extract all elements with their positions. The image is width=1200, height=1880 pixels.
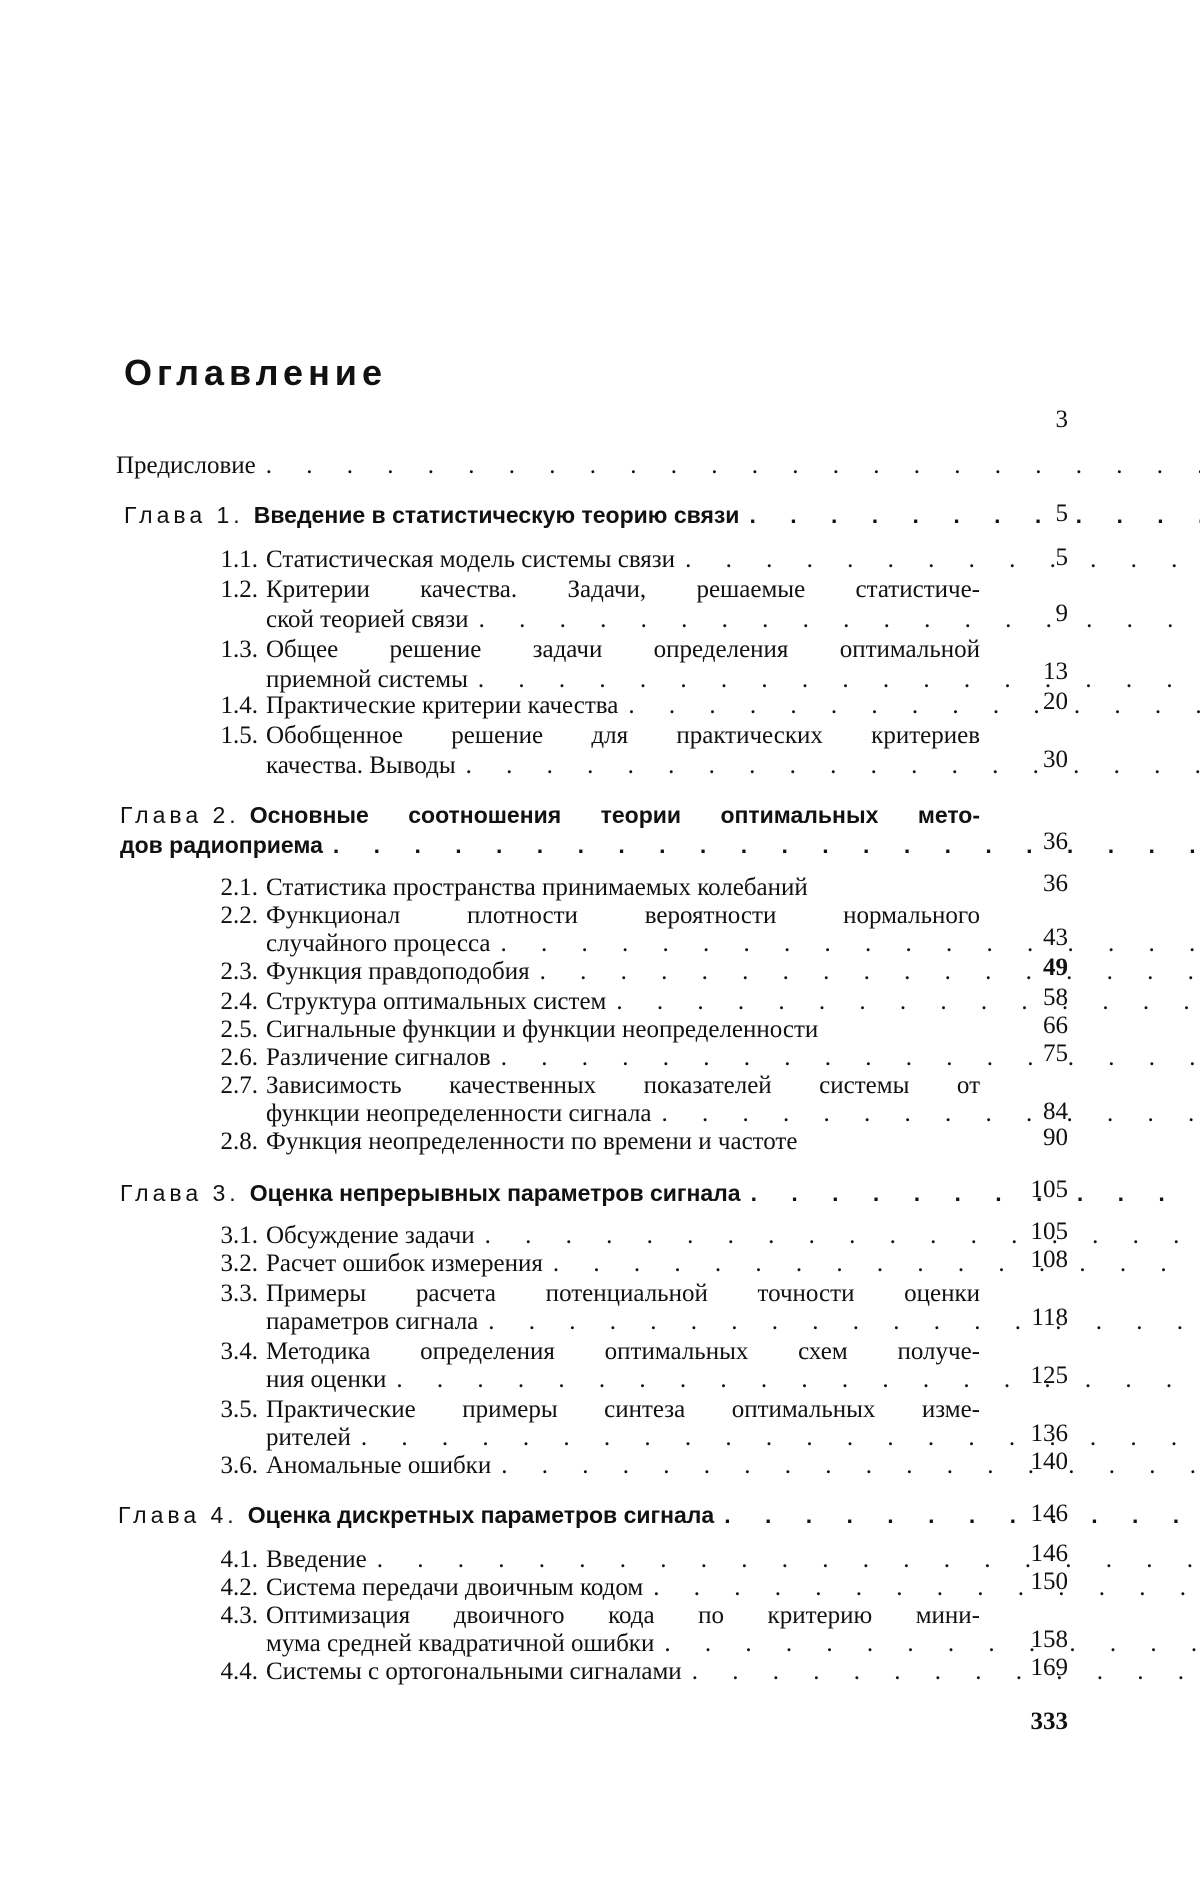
section-row-continuation [258, 666, 980, 694]
chapter-title: Оценка непрерывных параметров сигнала [249, 1180, 741, 1206]
section-row [200, 546, 980, 574]
section-number: 1.5. [220, 722, 258, 749]
leader-dots [478, 1308, 1200, 1336]
chapter-heading-continuation [120, 832, 980, 859]
section-title: Статистика пространства принимаемых колебаний [266, 874, 808, 901]
section-page: 5 [1055, 544, 1068, 571]
section-row [200, 1222, 980, 1250]
chapter-label: Глава 3. [120, 1180, 240, 1206]
leader-dots [468, 666, 1200, 694]
section-title: Практические примеры синтеза оптимальных изме- [266, 1396, 980, 1423]
section-row [200, 1072, 980, 1100]
section-title: Расчет ошибок измерения [266, 1250, 543, 1277]
section-row-continuation [258, 1308, 980, 1336]
section-page: 58 [1043, 984, 1068, 1011]
section-title-continued: ской теорией связи [266, 606, 469, 633]
chapter-page: 5 [1055, 500, 1068, 527]
section-title: Оптимизация двоичного кода по критерию мини- [266, 1602, 980, 1629]
section-row [200, 636, 980, 664]
leader-dots [714, 1502, 1200, 1529]
leader-dots [530, 958, 1200, 986]
section-number: 2.5. [220, 1016, 258, 1043]
section-title-continued: рителей [266, 1424, 351, 1451]
section-number: 4.2. [220, 1574, 258, 1601]
leader-dots [652, 1100, 1200, 1128]
section-page: 49 [1043, 954, 1068, 981]
section-page: 105 [1030, 1218, 1068, 1245]
section-number: 3.2. [220, 1250, 258, 1277]
footer-page-number: 333 [1030, 1708, 1068, 1735]
section-title-continued: случайного процесса [266, 930, 491, 957]
section-page: 118 [1031, 1304, 1068, 1331]
section-number: 2.3. [220, 958, 258, 985]
leader-dots [741, 1180, 1200, 1207]
section-page: 136 [1030, 1420, 1068, 1447]
section-number: 2.8. [220, 1128, 258, 1155]
section-row [200, 1452, 980, 1480]
chapter-label: Глава 4. [118, 1502, 238, 1528]
chapter-heading [118, 1502, 978, 1529]
section-row-continuation [258, 1424, 980, 1452]
section-number: 3.6. [220, 1452, 258, 1479]
leader-dots [323, 832, 1200, 859]
section-title: Система передачи двоичным кодом [266, 1574, 644, 1601]
chapter-heading [124, 502, 984, 529]
section-row [200, 1396, 980, 1424]
section-number: 4.4. [220, 1658, 258, 1685]
section-number: 3.5. [220, 1396, 258, 1423]
section-number: 2.2. [220, 902, 258, 929]
section-page: 43 [1043, 924, 1068, 951]
section-title: Общее решение задачи определения оптимальной [266, 636, 980, 663]
section-title-continued: мума средней квадратичной ошибки [266, 1630, 655, 1657]
leader-dots [491, 1452, 1200, 1480]
leader-dots [739, 502, 1200, 529]
section-row [200, 1602, 980, 1630]
section-row [200, 722, 980, 750]
section-title-continued: ния оценки [266, 1366, 387, 1393]
section-page: 13 [1043, 658, 1068, 685]
leader-dots [491, 1044, 1200, 1072]
preface-label: Предисловие [116, 452, 256, 479]
section-row-continuation [258, 606, 980, 634]
section-row [200, 958, 980, 986]
section-row-continuation [258, 752, 980, 780]
section-row [200, 988, 980, 1016]
section-row [200, 1546, 980, 1574]
leader-dots [606, 988, 1200, 1016]
section-title-continued: качества. Выводы [266, 752, 456, 779]
section-row [200, 1658, 980, 1686]
section-row-continuation [258, 930, 980, 958]
section-page: 75 [1043, 1040, 1068, 1067]
section-number: 3.3. [220, 1280, 258, 1307]
section-title: Критерии качества. Задачи, решаемые статистиче- [266, 576, 980, 603]
section-row [200, 902, 980, 930]
section-number: 4.3. [220, 1602, 258, 1629]
section-number: 4.1. [220, 1546, 258, 1573]
chapter-title-continued: дов радиоприема [120, 832, 323, 858]
leader-dots [543, 1250, 1200, 1278]
section-number: 1.4. [220, 692, 258, 719]
leader-dots [654, 1630, 1200, 1658]
section-row [200, 692, 980, 720]
section-number: 1.3. [220, 636, 258, 663]
section-number: 2.1. [220, 874, 258, 901]
section-title: Введение [266, 1546, 367, 1573]
section-page: 146 [1030, 1540, 1068, 1567]
page-title: Оглавление [124, 352, 387, 393]
section-row [200, 1016, 980, 1044]
leader-dots [618, 692, 1200, 720]
section-page: 169 [1030, 1654, 1068, 1681]
preface-row [116, 452, 976, 480]
chapter-label: Глава 2. [120, 802, 240, 828]
chapter-title: Оценка дискретных параметров сигнала [247, 1502, 715, 1528]
leader-dots [643, 1574, 1200, 1602]
leader-dots [351, 1424, 1200, 1452]
section-page: 36 [1043, 870, 1068, 897]
leader-dots [475, 1222, 1200, 1250]
section-row [200, 1338, 980, 1366]
section-number: 3.4. [220, 1338, 258, 1365]
section-title: Обсуждение задачи [266, 1222, 475, 1249]
chapter-page: 146 [1030, 1500, 1068, 1527]
chapter-label: Глава 1. [124, 502, 244, 528]
section-number: 2.7. [220, 1072, 258, 1099]
section-title: Системы с ортогональными сигналами [266, 1658, 682, 1685]
section-number: 1.2. [220, 576, 258, 603]
section-title: Практические критерии качества [266, 692, 619, 719]
section-page: 150 [1030, 1568, 1068, 1595]
section-page: 108 [1030, 1246, 1068, 1273]
chapter-title: Основные соотношения теории оптимальных мето- [249, 802, 980, 828]
section-title-continued: функции неопределенности сигнала [266, 1100, 652, 1127]
section-title: Функция неопределенности по времени и частоте [266, 1128, 798, 1155]
section-number: 2.4. [220, 988, 258, 1015]
leader-dots [386, 1366, 1200, 1394]
chapter-heading [120, 802, 980, 829]
section-title: Аномальные ошибки [266, 1452, 492, 1479]
section-title: Обобщенное решение для практических критериев [266, 722, 980, 749]
section-number: 3.1. [220, 1222, 258, 1249]
top-page-number: 3 [1055, 406, 1068, 433]
section-number: 1.1. [220, 546, 258, 573]
section-page: 140 [1030, 1448, 1068, 1475]
section-title: Зависимость качественных показателей системы от [266, 1072, 980, 1099]
section-title: Различение сигналов [266, 1044, 491, 1071]
chapter-page: 105 [1030, 1176, 1068, 1203]
section-title: Методика определения оптимальных схем получе- [266, 1338, 980, 1365]
leader-dots [490, 930, 1200, 958]
section-row [200, 874, 980, 902]
section-title: Статистическая модель системы связи [266, 546, 676, 573]
leader-dots [469, 606, 1200, 634]
section-row [200, 1574, 980, 1602]
section-row [200, 1250, 980, 1278]
section-page: 125 [1030, 1362, 1068, 1389]
section-page: 30 [1043, 746, 1068, 773]
section-title: Сигнальные функции и функции неопределенности [266, 1016, 819, 1043]
section-row-continuation [258, 1366, 980, 1394]
section-page: 20 [1043, 688, 1068, 715]
section-row [200, 1280, 980, 1308]
section-number: 2.6. [220, 1044, 258, 1071]
section-page: 158 [1030, 1626, 1068, 1653]
section-title: Функция правдоподобия [266, 958, 530, 985]
section-row [200, 1128, 980, 1156]
section-page: 90 [1043, 1124, 1068, 1151]
section-row [200, 576, 980, 604]
section-row [200, 1044, 980, 1072]
section-title: Структура оптимальных систем [266, 988, 607, 1015]
leader-dots [367, 1546, 1200, 1574]
section-page: 66 [1043, 1012, 1068, 1039]
section-page: 9 [1055, 600, 1068, 627]
section-title: Функционал плотности вероятности нормального [266, 902, 980, 929]
section-title-continued: параметров сигнала [266, 1308, 479, 1335]
chapter-page: 36 [1043, 828, 1068, 855]
leader-dots [256, 452, 1200, 480]
section-row-continuation [258, 1630, 980, 1658]
section-row-continuation [258, 1100, 980, 1128]
chapter-heading [120, 1180, 980, 1207]
chapter-title: Введение в статистическую теорию связи [253, 502, 740, 528]
section-page: 84 [1043, 1098, 1068, 1125]
leader-dots [682, 1658, 1200, 1686]
section-title-continued: приемной системы [266, 666, 468, 693]
leader-dots [456, 752, 1200, 780]
section-title: Примеры расчета потенциальной точности оценки [266, 1280, 980, 1307]
leader-dots [675, 546, 1200, 574]
